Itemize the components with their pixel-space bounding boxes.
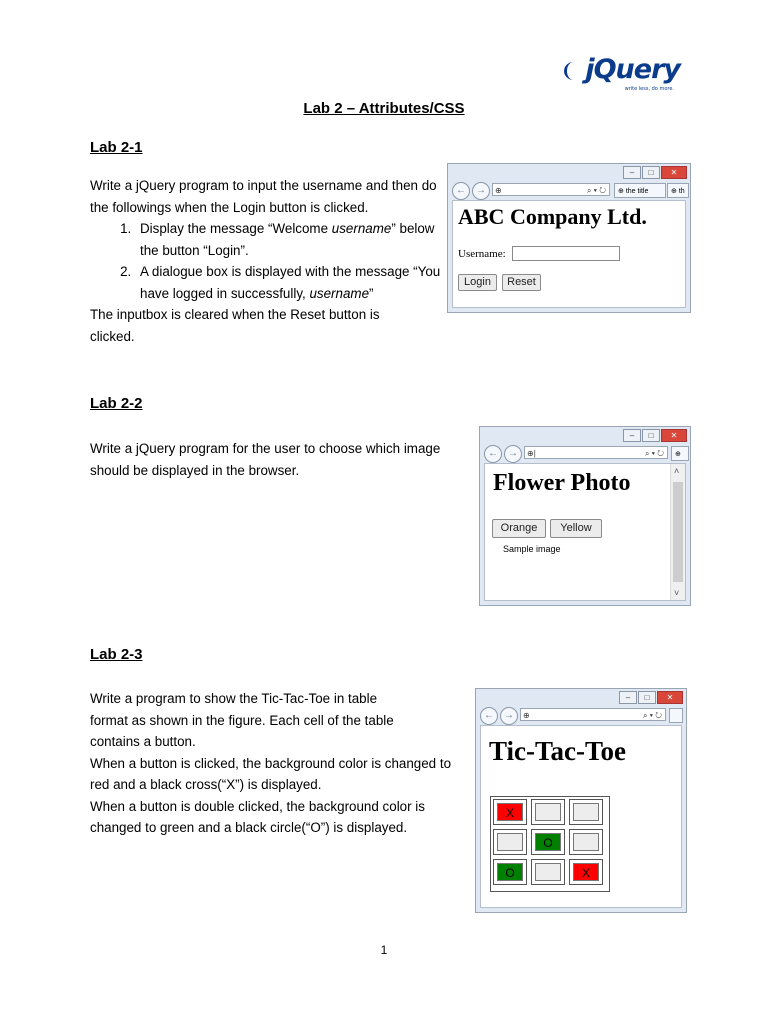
reset-button: Reset xyxy=(502,274,541,291)
lab1-browser-screenshot xyxy=(447,163,691,313)
lab1-intro: Write a jQuery program to input the username and then do the followings when the Login button is clicked. xyxy=(90,178,437,215)
username-input xyxy=(512,246,620,261)
browser-tab: ⊕ xyxy=(671,446,689,461)
nav-bar xyxy=(448,180,690,200)
back-icon: ← xyxy=(484,445,502,463)
company-heading: ABC Company Ltd. xyxy=(458,204,647,229)
lab1-description xyxy=(90,175,442,347)
tictactoe-cell xyxy=(569,859,603,885)
lab1-item-2: 2. A dialogue box is displayed with the message “You have logged in successfully, username” xyxy=(135,261,442,304)
tictactoe-cell xyxy=(569,829,603,855)
tictactoe-cell-button xyxy=(497,833,523,851)
page-number: 1 xyxy=(380,943,388,957)
page-title: Lab 2 – Attributes/CSS xyxy=(303,100,465,117)
minimize-icon: – xyxy=(623,166,641,179)
scrollbar-thumb xyxy=(673,482,683,582)
close-icon: ✕ xyxy=(657,691,683,704)
close-icon: ✕ xyxy=(661,166,687,179)
address-bar: ⊕| ⌕ ▾ ↻ xyxy=(524,446,668,459)
maximize-icon: □ xyxy=(638,691,656,704)
tictactoe-cell-button: X xyxy=(573,863,599,881)
tictactoe-table xyxy=(490,796,610,892)
back-icon: ← xyxy=(480,707,498,725)
forward-icon: → xyxy=(500,707,518,725)
forward-icon: → xyxy=(504,445,522,463)
lab1-heading: Lab 2-1 xyxy=(90,139,143,156)
tictactoe-cell xyxy=(569,799,603,825)
browser-tab: ⊕ the title xyxy=(614,183,666,198)
jquery-swirl-icon xyxy=(564,62,583,80)
lab1-item-1: 1. Display the message “Welcome username” below the button “Login”. xyxy=(135,218,442,261)
login-button: Login xyxy=(458,274,497,291)
tictactoe-cell xyxy=(531,859,565,885)
title-bar xyxy=(480,427,690,443)
tictactoe-heading: Tic-Tac-Toe xyxy=(489,736,627,766)
browser-content xyxy=(484,463,686,601)
tictactoe-cell-button: O xyxy=(497,863,523,881)
username-label: Username: xyxy=(458,248,506,260)
tictactoe-cell-button xyxy=(573,803,599,821)
lab3-browser-screenshot xyxy=(475,688,687,913)
lab2-description: Write a jQuery program for the user to choose which image should be displayed in the browser. xyxy=(90,441,441,478)
lab3-description xyxy=(90,688,452,839)
minimize-icon: – xyxy=(623,429,641,442)
maximize-icon: □ xyxy=(642,429,660,442)
flower-heading: Flower Photo xyxy=(493,470,631,496)
title-bar xyxy=(476,689,686,705)
tictactoe-cell xyxy=(493,829,527,855)
address-bar: ⊕ ⌕ ▾ ↻ xyxy=(520,708,666,721)
tictactoe-cell xyxy=(493,799,527,825)
lab3-paragraph-2: When a button is clicked, the background color is changed to red and a black cross(“X”) is displayed. xyxy=(90,755,452,792)
tictactoe-cell-button xyxy=(573,833,599,851)
address-bar: ⊕ ⌕ ▾ ↻ xyxy=(492,183,610,196)
maximize-icon: □ xyxy=(642,166,660,179)
browser-tab: ⊕ th xyxy=(667,183,689,198)
nav-bar xyxy=(476,705,686,725)
tictactoe-cell xyxy=(493,859,527,885)
lab1-list xyxy=(90,218,442,304)
tictactoe-cell-button xyxy=(535,803,561,821)
jquery-logo: jQuery write less, do more. xyxy=(564,54,680,85)
lab2-browser-screenshot xyxy=(479,426,691,606)
tictactoe-cell-button: X xyxy=(497,803,523,821)
nav-bar xyxy=(480,443,690,463)
title-bar xyxy=(448,164,690,180)
scrollbar: ˄ ˅ xyxy=(670,464,685,600)
minimize-icon: – xyxy=(619,691,637,704)
tictactoe-cell-button xyxy=(535,863,561,881)
tictactoe-cell xyxy=(531,799,565,825)
orange-button: Orange xyxy=(492,519,546,538)
sample-image-caption: Sample image xyxy=(503,544,561,554)
browser-content xyxy=(452,200,686,308)
browser-tab xyxy=(669,708,683,723)
forward-icon: → xyxy=(472,182,490,200)
yellow-button: Yellow xyxy=(550,519,602,538)
close-icon: ✕ xyxy=(661,429,687,442)
browser-content xyxy=(480,725,682,908)
lab3-heading: Lab 2-3 xyxy=(90,646,143,663)
tictactoe-cell-button: O xyxy=(535,833,561,851)
lab3-paragraph-1: Write a program to show the Tic-Tac-Toe in table format as shown in the figure. Each cell of the table contains a button. xyxy=(90,691,394,749)
lab3-paragraph-3: When a button is double clicked, the background color is changed to green and a black circle(“O”) is displayed. xyxy=(90,798,425,835)
back-icon: ← xyxy=(452,182,470,200)
lab2-heading: Lab 2-2 xyxy=(90,395,143,412)
tictactoe-cell xyxy=(531,829,565,855)
lab1-outro: The inputbox is cleared when the Reset button is clicked. xyxy=(90,307,380,344)
